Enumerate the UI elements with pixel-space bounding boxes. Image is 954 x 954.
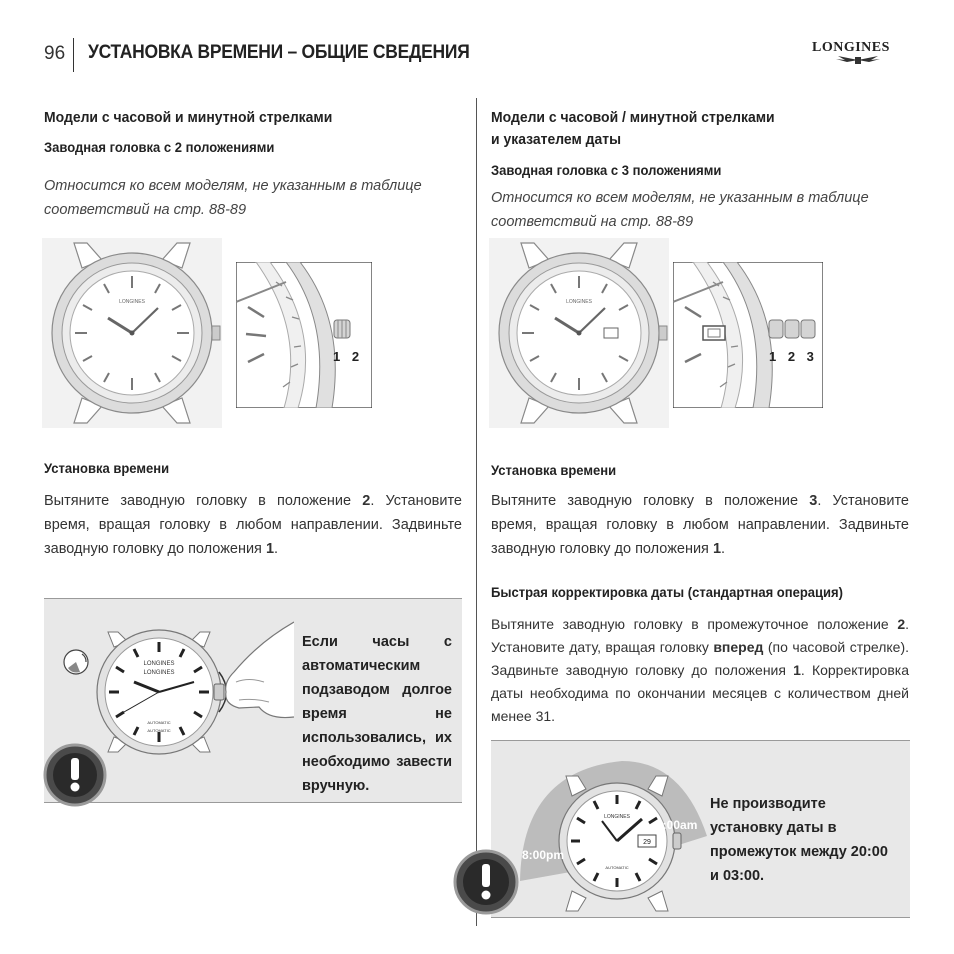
brand-logo: LONGINES <box>812 40 890 55</box>
winding-rotor-icon <box>62 648 90 676</box>
longines-wings-icon <box>833 55 883 65</box>
crown-3pos-labels: 1 2 3 <box>769 349 818 364</box>
watch-front-illustration <box>42 238 222 428</box>
page-number: 96 <box>44 43 66 64</box>
warning-exclamation-icon <box>42 742 108 808</box>
right-subheading: Заводная головка с 3 положениями <box>491 162 722 178</box>
svg-text:LONGINES: LONGINES <box>143 661 175 667</box>
svg-text:AUTOMATIC: AUTOMATIC <box>147 720 171 725</box>
column-divider <box>476 98 477 926</box>
header-divider <box>73 38 74 72</box>
left-watch-logo: LONGINES <box>143 670 175 676</box>
right-warning-text: Не производите установку даты в промежуток между 20:00 и 03:00. <box>710 796 888 884</box>
right-watch-logo: LONGINES <box>604 814 630 820</box>
right-note: Относится ко всем моделям, не указанным в таблице соответствий на стр. 88-89 <box>491 190 869 230</box>
right-setting-heading: Установка времени <box>491 462 617 478</box>
date-correction-heading: Быстрая корректировка даты (стандартная операция) <box>491 584 843 600</box>
left-heading: Модели с часовой и минутной стрелками <box>44 109 333 126</box>
right-heading-line1: Модели с часовой / минутной стрелками <box>491 109 775 126</box>
warning-exclamation-icon <box>452 848 520 916</box>
date-watch-front-illustration <box>489 238 669 428</box>
left-warning-text: Если часы с автоматическим подзаводом долгое время не использовались, их необходимо завести вручную. <box>302 634 452 794</box>
left-note: Относится ко всем моделям, не указанным в таблице соответствий на стр. 88-89 <box>44 178 422 218</box>
left-watch-sub: AUTOMATIC <box>147 728 171 733</box>
left-setting-text: Вытяните заводную головку в положение 2. Установите время, вращая головку в любом направлении. Задвиньте заводную головку до положения 1. <box>44 493 462 557</box>
time-end-label: 3:00am <box>656 818 698 832</box>
page-title: УСТАНОВКА ВРЕМЕНИ – ОБЩИЕ СВЕДЕНИЯ <box>88 42 470 63</box>
date-window: 29 <box>643 839 651 846</box>
right-setting-text: Вытяните заводную головку в положение 3. Установите время, вращая головку в любом направлении. Задвиньте заводную головку до положения 1. <box>491 493 909 557</box>
date-restriction-illustration <box>492 741 712 915</box>
date-correction-text: Вытяните заводную головку в промежуточное положение 2. Установите дату, вращая головку вперед (по часовой стрелке). Задвиньте заводную головку до положения 1. Корректировка даты необходима по окончании месяцев с количеством дней менее 31. <box>491 616 909 724</box>
crown-3pos-detail-illustration <box>673 262 823 408</box>
svg-text:LONGINES: LONGINES <box>119 299 145 305</box>
right-heading-line2: и указателем даты <box>491 131 622 148</box>
right-watch-sub: AUTOMATIC <box>605 865 629 870</box>
crown-detail-illustration <box>236 262 372 408</box>
left-setting-heading: Установка времени <box>44 460 170 476</box>
svg-text:LONGINES: LONGINES <box>566 299 592 305</box>
left-subheading: Заводная головка с 2 положениями <box>44 139 275 155</box>
time-start-label: 8:00pm <box>522 848 565 862</box>
crown-position-labels: 1 2 <box>333 349 364 364</box>
